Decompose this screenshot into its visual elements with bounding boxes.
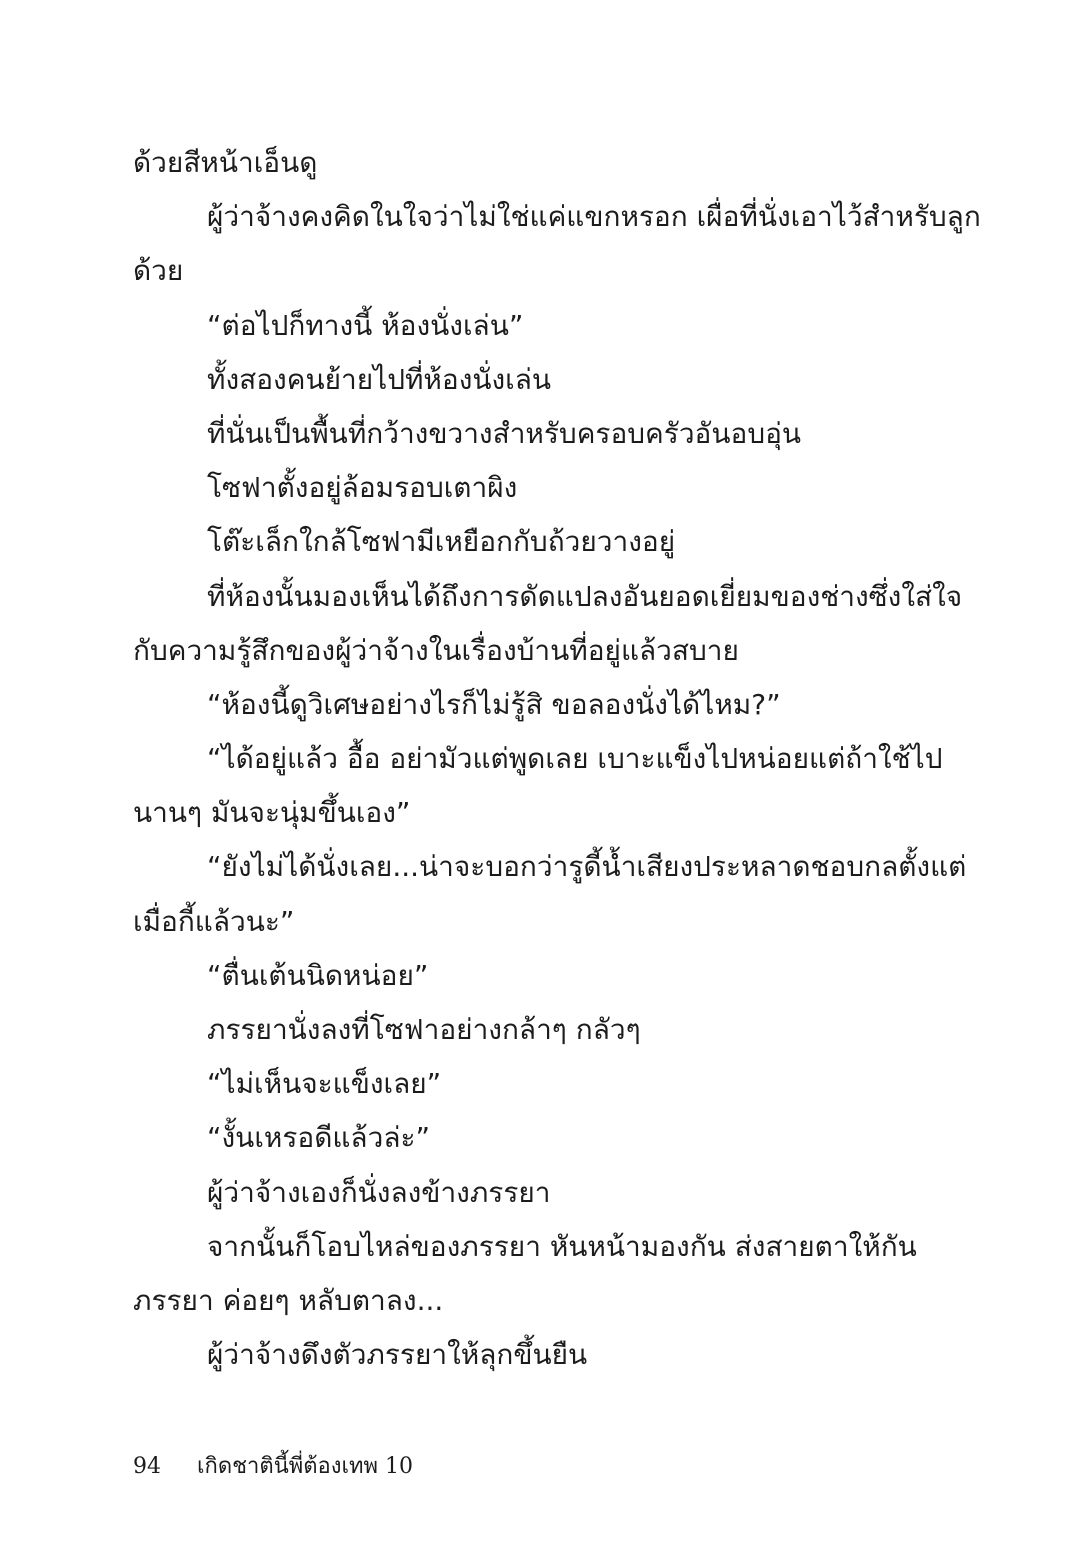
text-line: เมื่อกี้แล้วนะ” xyxy=(133,904,295,938)
page-body-text xyxy=(133,136,981,1382)
book-title: เกิดชาตินี้พี่ต้องเทพ 10 xyxy=(197,1454,413,1479)
text-line: “งั้นเหรอดีแล้วล่ะ” xyxy=(207,1121,431,1155)
text-line: ผู้ว่าจ้างคงคิดในใจว่าไม่ใช่แค่แขกหรอก เผื่อที่นั่งเอาไว้สำหรับลูก xyxy=(207,200,981,234)
text-line: “ห้องนี้ดูวิเศษอย่างไรก็ไม่รู้สิ ขอลองนั่งได้ไหม?” xyxy=(207,687,781,721)
text-line: “ตื่นเต้นนิดหน่อย” xyxy=(207,958,429,992)
page-number: 94 xyxy=(133,1454,161,1479)
text-line: ผู้ว่าจ้างดึงตัวภรรยาให้ลุกขึ้นยืน xyxy=(207,1338,588,1372)
text-line: “ยังไม่ได้นั่งเลย...น่าจะบอกว่ารูดี้น้ำเสียงประหลาดชอบกลตั้งแต่ xyxy=(207,850,967,884)
text-line: “ต่อไปก็ทางนี้ ห้องนั่งเล่น” xyxy=(207,308,524,342)
text-line: ทั้งสองคนย้ายไปที่ห้องนั่งเล่น xyxy=(207,362,552,396)
text-line: จากนั้นก็โอบไหล่ของภรรยา หันหน้ามองกัน ส่งสายตาให้กัน xyxy=(207,1229,917,1263)
text-line: ที่นั่นเป็นพื้นที่กว้างขวางสำหรับครอบครัวอันอบอุ่น xyxy=(207,416,802,450)
text-line: โซฟาตั้งอยู่ล้อมรอบเตาผิง xyxy=(207,471,518,505)
text-line: นานๆ มันจะนุ่มขึ้นเอง” xyxy=(133,796,411,830)
text-line: ภรรยา ค่อยๆ หลับตาลง... xyxy=(133,1283,444,1317)
text-line: ที่ห้องนั้นมองเห็นได้ถึงการดัดแปลงอันยอดเยี่ยมของช่างซึ่งใส่ใจ xyxy=(207,579,963,613)
text-line: ผู้ว่าจ้างเองก็นั่งลงข้างภรรยา xyxy=(207,1175,551,1209)
text-line: “ได้อยู่แล้ว อื้อ อย่ามัวแต่พูดเลย เบาะแข็งไปหน่อยแต่ถ้าใช้ไป xyxy=(207,742,943,776)
text-line: ภรรยานั่งลงที่โซฟาอย่างกล้าๆ กลัวๆ xyxy=(207,1013,641,1046)
text-line: ด้วย xyxy=(133,254,184,288)
text-line: โต๊ะเล็กใกล้โซฟามีเหยือกกับถ้วยวางอยู่ xyxy=(207,525,676,559)
text-line: กับความรู้สึกของผู้ว่าจ้างในเรื่องบ้านที่อยู่แล้วสบาย xyxy=(133,633,739,667)
page-footer xyxy=(133,1450,413,1484)
text-line: ด้วยสีหน้าเอ็นดู xyxy=(133,146,318,179)
text-line: “ไม่เห็นจะแข็งเลย” xyxy=(207,1067,442,1101)
